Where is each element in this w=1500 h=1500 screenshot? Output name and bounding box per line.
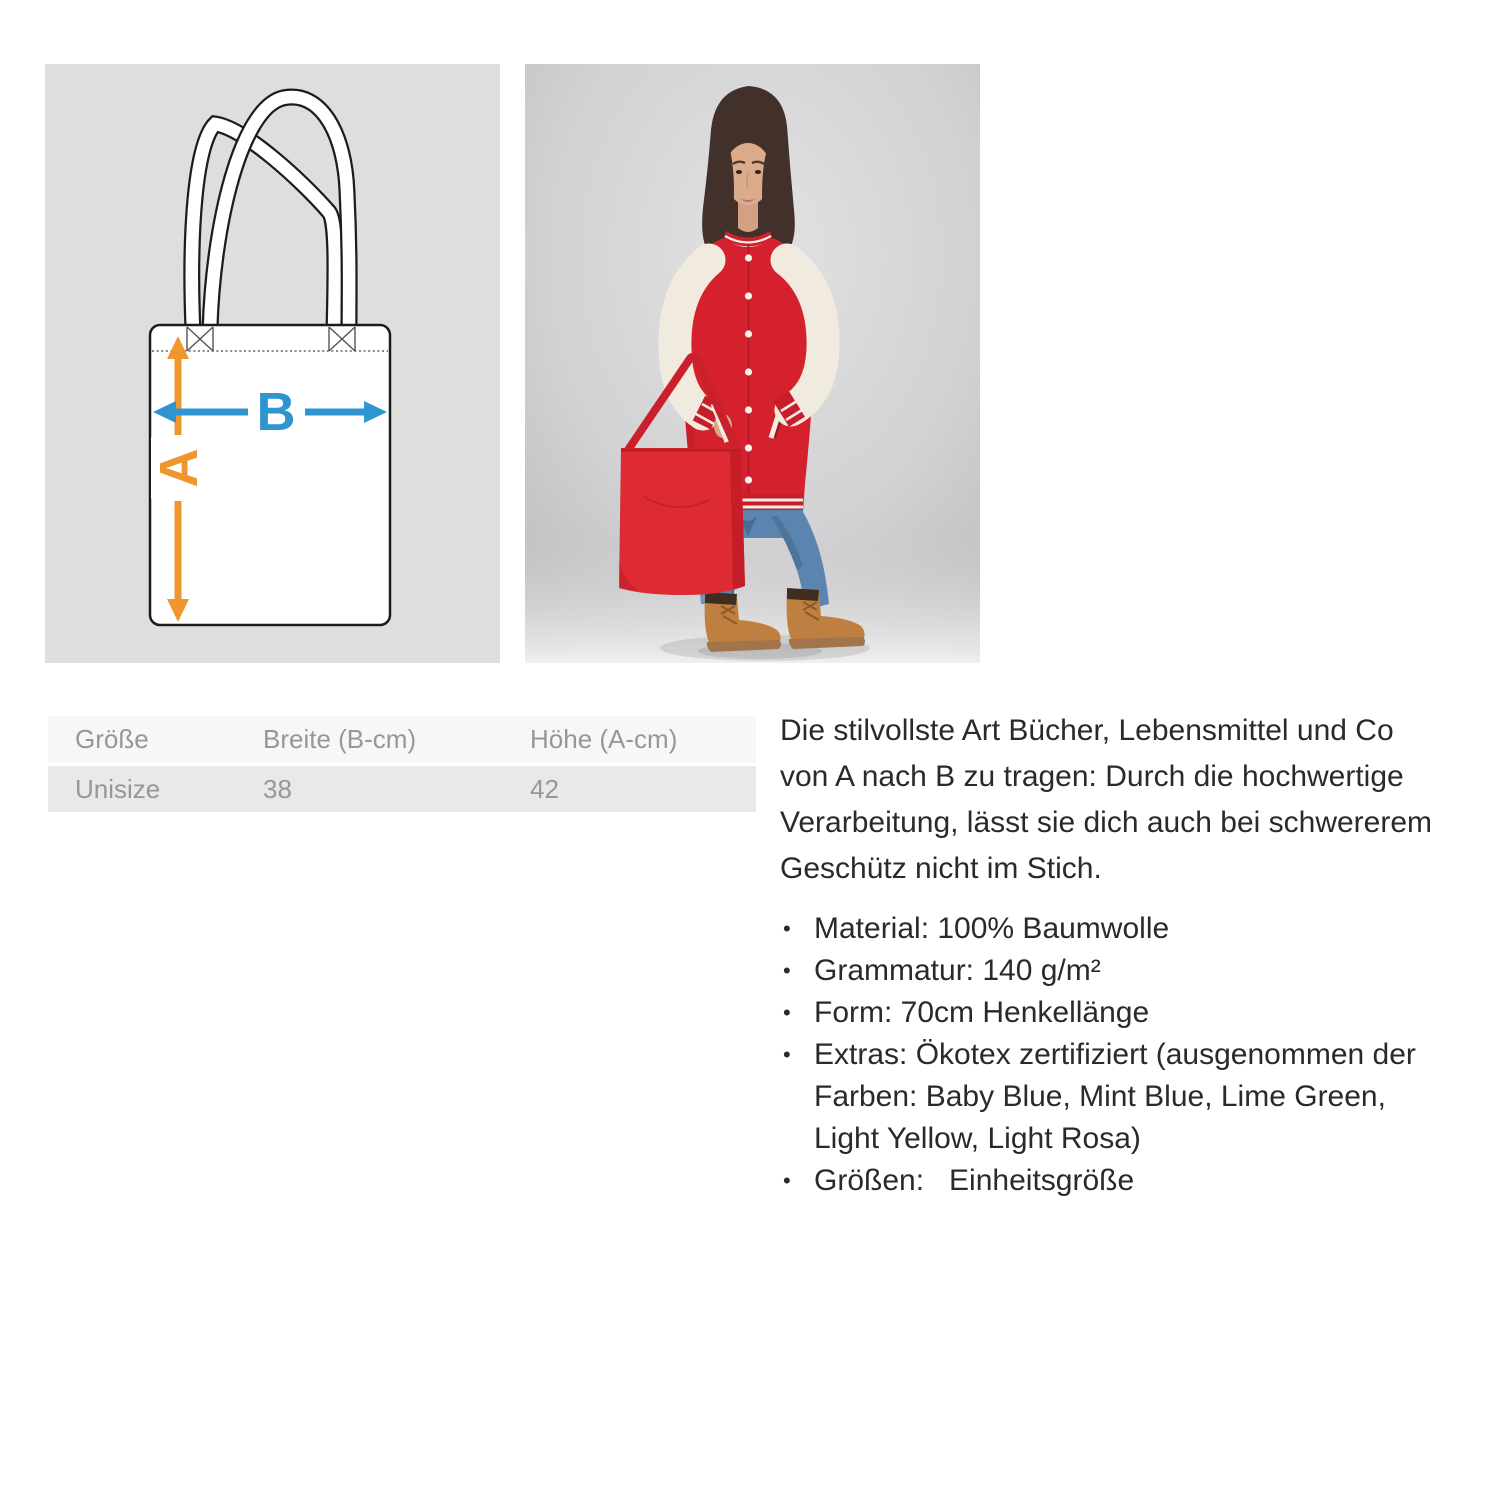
model-photo-illustration	[525, 64, 980, 663]
list-item: • Material: 100% Baumwolle	[780, 908, 1434, 950]
cell-size: Unisize	[75, 773, 161, 804]
spec-list	[780, 908, 1434, 1202]
description-paragraph: Die stilvollste Art Bücher, Lebensmittel und Co von A nach B zu tragen: Durch die hochwertige Verarbeitung, lässt sie dich auch bei schwererem Geschütz nicht im Stich.	[780, 714, 1433, 885]
bullet-icon: •	[783, 1168, 791, 1193]
tote-bag-size-diagram	[45, 64, 500, 663]
size-diagram-panel	[45, 64, 500, 663]
tote-handles-illustration	[192, 97, 349, 330]
bullet-icon: •	[783, 1000, 791, 1025]
height-label-a: A	[149, 448, 209, 488]
size-table-header	[48, 716, 756, 763]
list-item: • Extras: Ökotex zertifiziert (ausgenommen der Farben: Baby Blue, Mint Blue, Lime Green, Light Yellow, Light Rosa)	[780, 1034, 1434, 1160]
list-item: • Größen: Einheitsgröße	[780, 1160, 1434, 1202]
bullet-icon: •	[783, 1042, 791, 1067]
product-description	[780, 708, 1480, 1202]
col-header-height: Höhe (A-cm)	[530, 724, 678, 754]
bullet-icon: •	[783, 958, 791, 983]
width-label-b: B	[256, 382, 296, 442]
table-row	[48, 766, 756, 812]
cell-height: 42	[530, 773, 559, 804]
product-photo-panel	[525, 64, 980, 663]
bullet-icon: •	[783, 916, 791, 941]
col-header-size: Größe	[75, 724, 149, 754]
cell-width: 38	[263, 773, 292, 804]
list-item: • Grammatur: 140 g/m²	[780, 950, 1434, 992]
size-table	[48, 716, 756, 812]
col-header-width: Breite (B-cm)	[263, 724, 417, 754]
list-item: • Form: 70cm Henkellänge	[780, 992, 1434, 1034]
